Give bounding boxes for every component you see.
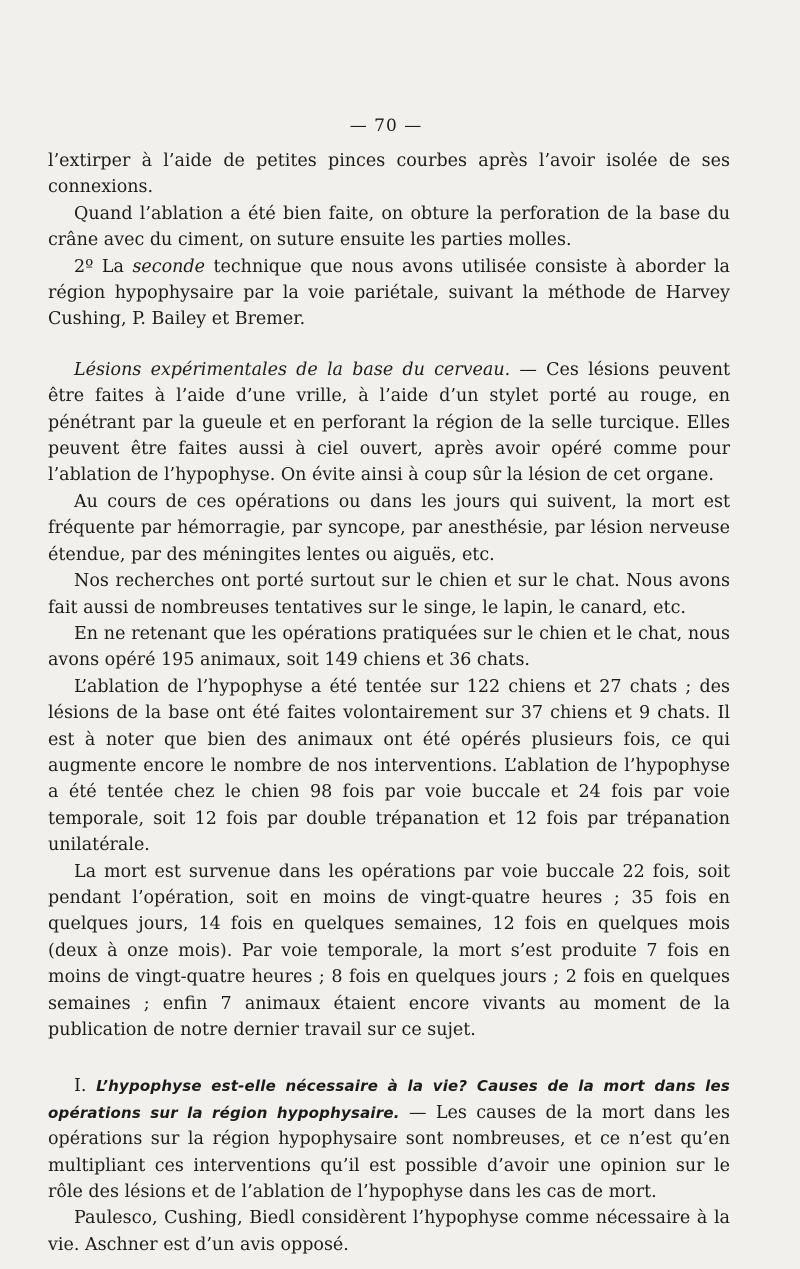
paragraph-8: L’ablation de l’hypophyse a été tentée sur 122 chiens et 27 chats ; des lésions de la base ont été faites volontairement sur 37 chiens et 9 chats. Il est à noter que bien des animaux ont été opérés plusieurs fois, ce qui augmente encore le nombre de nos interventions. L’ablation de l’hypophyse a été tentée chez le chien 98 fois par voie buccale et 24 fois par voie temporale, soit 12 fois par double trépanation et 12 fois par trépanation unilatérale.	[48, 676, 730, 856]
paragraph-7: En ne retenant que les opérations pratiquées sur le chien et le chat, nous avons opéré 195 animaux, soit 149 chiens et 36 chats.	[48, 623, 730, 671]
paragraph-2: Quand l’ablation a été bien faite, on obture la perforation de la base du crâne avec du ciment, on suture ensuite les parties molles.	[48, 203, 730, 251]
body-text	[48, 148, 730, 1258]
section-heading-lesions: Lésions expérimentales de la base du cerveau.	[74, 359, 511, 380]
paragraph-10	[48, 1073, 730, 1205]
paragraph-4-rest: — Ces lésions peuvent être faites à l’aide d’une vrille, à l’aide d’un stylet porté au rouge, en pénétrant par la gueule et en perforant la région de la selle turcique. Elles peuvent être faites aussi à ciel ouvert, après avoir opéré comme pour l’ablation de l’hypophyse. On évite ainsi à coup sûr la lésion de cet organe.	[48, 359, 730, 486]
paragraph-3	[48, 254, 730, 333]
paragraph-10-rest: — Les causes de la mort dans les opérations sur la région hypophysaire sont nombreuses, et ce n’est qu’en multipliant ces interventions qu’il est possible d’avoir une opinion sur le rôle des lésions et de l’ablation de l’hypophyse dans les cas de mort.	[48, 1102, 730, 1203]
paragraph-5: Au cours de ces opérations ou dans les jours qui suivent, la mort est fréquente par hémorragie, par syncope, par anesthésie, par lésion nerveuse étendue, par des méningites lentes ou aiguës, etc.	[48, 491, 730, 565]
paragraph-1: l’extirper à l’aide de petites pinces courbes après l’avoir isolée de ses connexions.	[48, 151, 730, 198]
paragraph-6: Nos recherches ont porté surtout sur le chien et sur le chat. Nous avons fait aussi de nombreuses tentatives sur le singe, le lapin, le canard, etc.	[48, 571, 730, 618]
section-heading-hypophyse: L’hypophyse est-elle nécessaire à la vie? Causes de la mort dans les opérations sur la région hypophysaire.	[48, 1077, 730, 1122]
section-numeral: I.	[74, 1076, 97, 1097]
paragraph-4	[48, 357, 730, 489]
paragraph-11: Paulesco, Cushing, Biedl considèrent l’hypophyse comme nécessaire à la vie. Aschner est d’un avis opposé.	[48, 1208, 730, 1255]
paragraph-3-prefix: 2º La	[74, 256, 133, 277]
paragraph-9: La mort est survenue dans les opérations par voie buccale 22 fois, soit pendant l’opération, soit en moins de vingt-quatre heures ; 35 fois en quelques jours, 14 fois en quelques semaines, 12 fois en quelques mois (deux à onze mois). Par voie temporale, la mort s’est produite 7 fois en moins de vingt-quatre heures ; 8 fois en quelques jours ; 2 fois en quelques semaines ; enfin 7 animaux étaient encore vivants au moment de la publication de notre dernier travail sur ce sujet.	[48, 861, 730, 1040]
page-number: — 70 —	[349, 116, 423, 136]
paragraph-3-emphasis: seconde	[132, 256, 205, 277]
paragraph-3-rest: technique que nous avons utilisée consiste à aborder la région hypophysaire par la voie pariétale, suivant la méthode de Harvey Cushing, P. Bailey et Bremer.	[48, 256, 730, 330]
